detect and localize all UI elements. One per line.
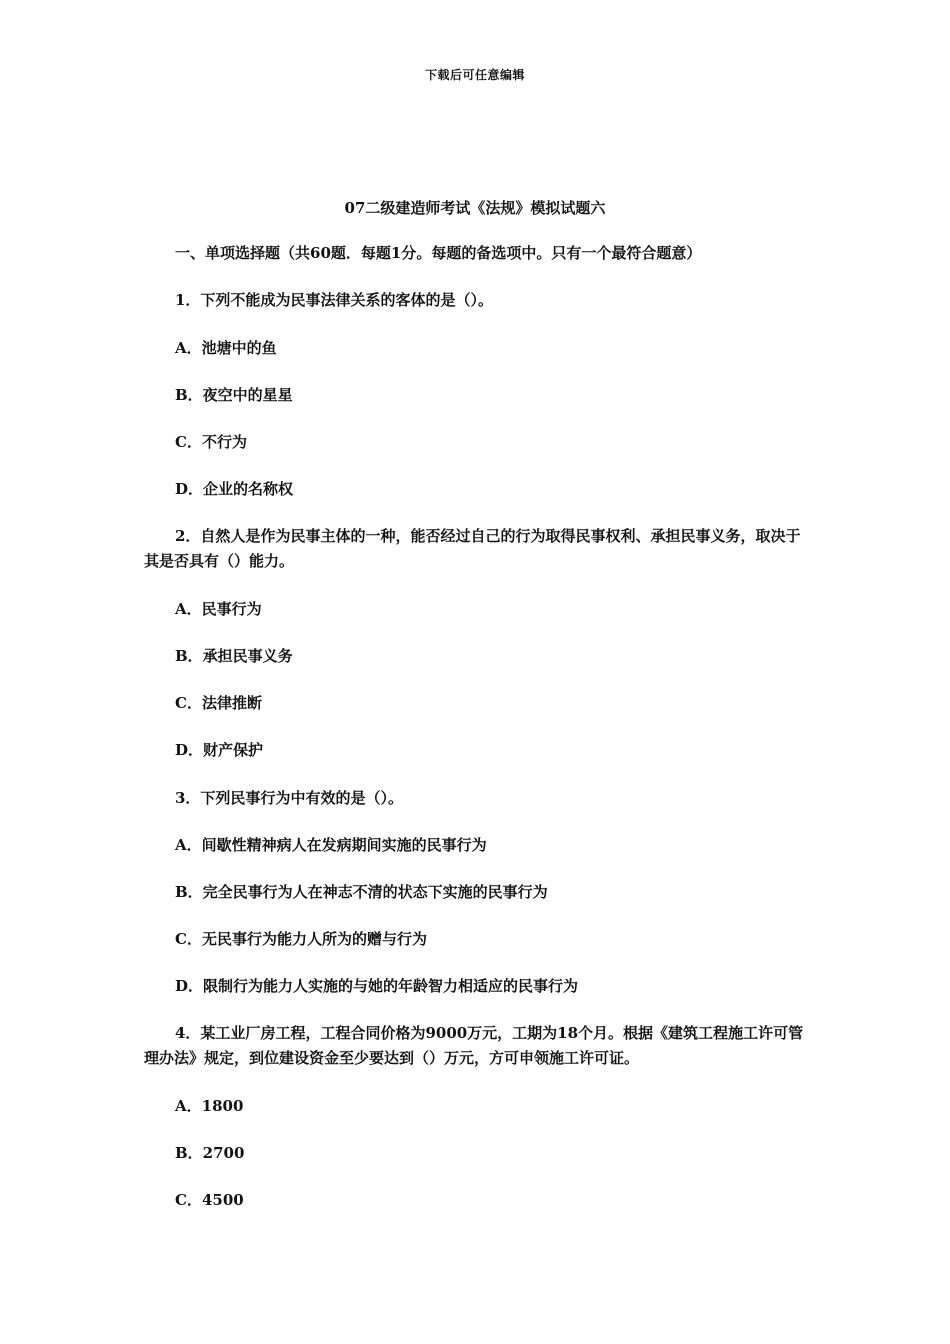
question-4-stem: 4．某工业厂房工程，工程合同价格为9000万元，工期为18个月。根据《建筑工程施工许可管理办法》规定，到位建设资金至少要达到（）万元，方可申领施工许可证。 [144,1024,804,1067]
question-3-option-b: B．完全民事行为人在神志不清的状态下实施的民事行为 [175,883,548,901]
question-2-option-c: C．法律推断 [175,694,262,712]
question-2-option-a: A．民事行为 [175,600,262,618]
question-4-option-b: B．2700 [175,1144,245,1162]
question-1-option-b: B．夜空中的星星 [175,386,293,404]
question-4-option-a: A．1800 [175,1097,244,1115]
question-3-option-a: A．间歇性精神病人在发病期间实施的民事行为 [175,836,487,854]
section-heading: 一、单项选择题（共60题．每题1分。每题的备选项中。只有一个最符合题意） [175,244,702,262]
question-3-option-c: C．无民事行为能力人所为的赠与行为 [175,930,427,948]
question-2-option-b: B．承担民事义务 [175,647,293,665]
question-2-option-d: D．财产保护 [175,741,264,759]
document-title: 07二级建造师考试《法规》模拟试题六 [344,199,606,217]
question-4-option-c: C．4500 [175,1191,244,1209]
question-1-option-d: D．企业的名称权 [175,480,294,498]
question-3-stem: 3．下列民事行为中有效的是（）。 [175,789,403,807]
header-note: 下载后可任意编辑 [424,68,525,82]
question-2-stem: 2．自然人是作为民事主体的一种，能否经过自己的行为取得民事权利、承担民事义务，取决于其是否具有（）能力。 [144,527,801,570]
question-1-stem: 1．下列不能成为民事法律关系的客体的是（）。 [175,291,493,309]
question-1-option-a: A．池塘中的鱼 [175,339,277,357]
question-3-option-d: D．限制行为能力人实施的与她的年龄智力相适应的民事行为 [175,977,579,995]
question-1-option-c: C．不行为 [175,433,247,451]
